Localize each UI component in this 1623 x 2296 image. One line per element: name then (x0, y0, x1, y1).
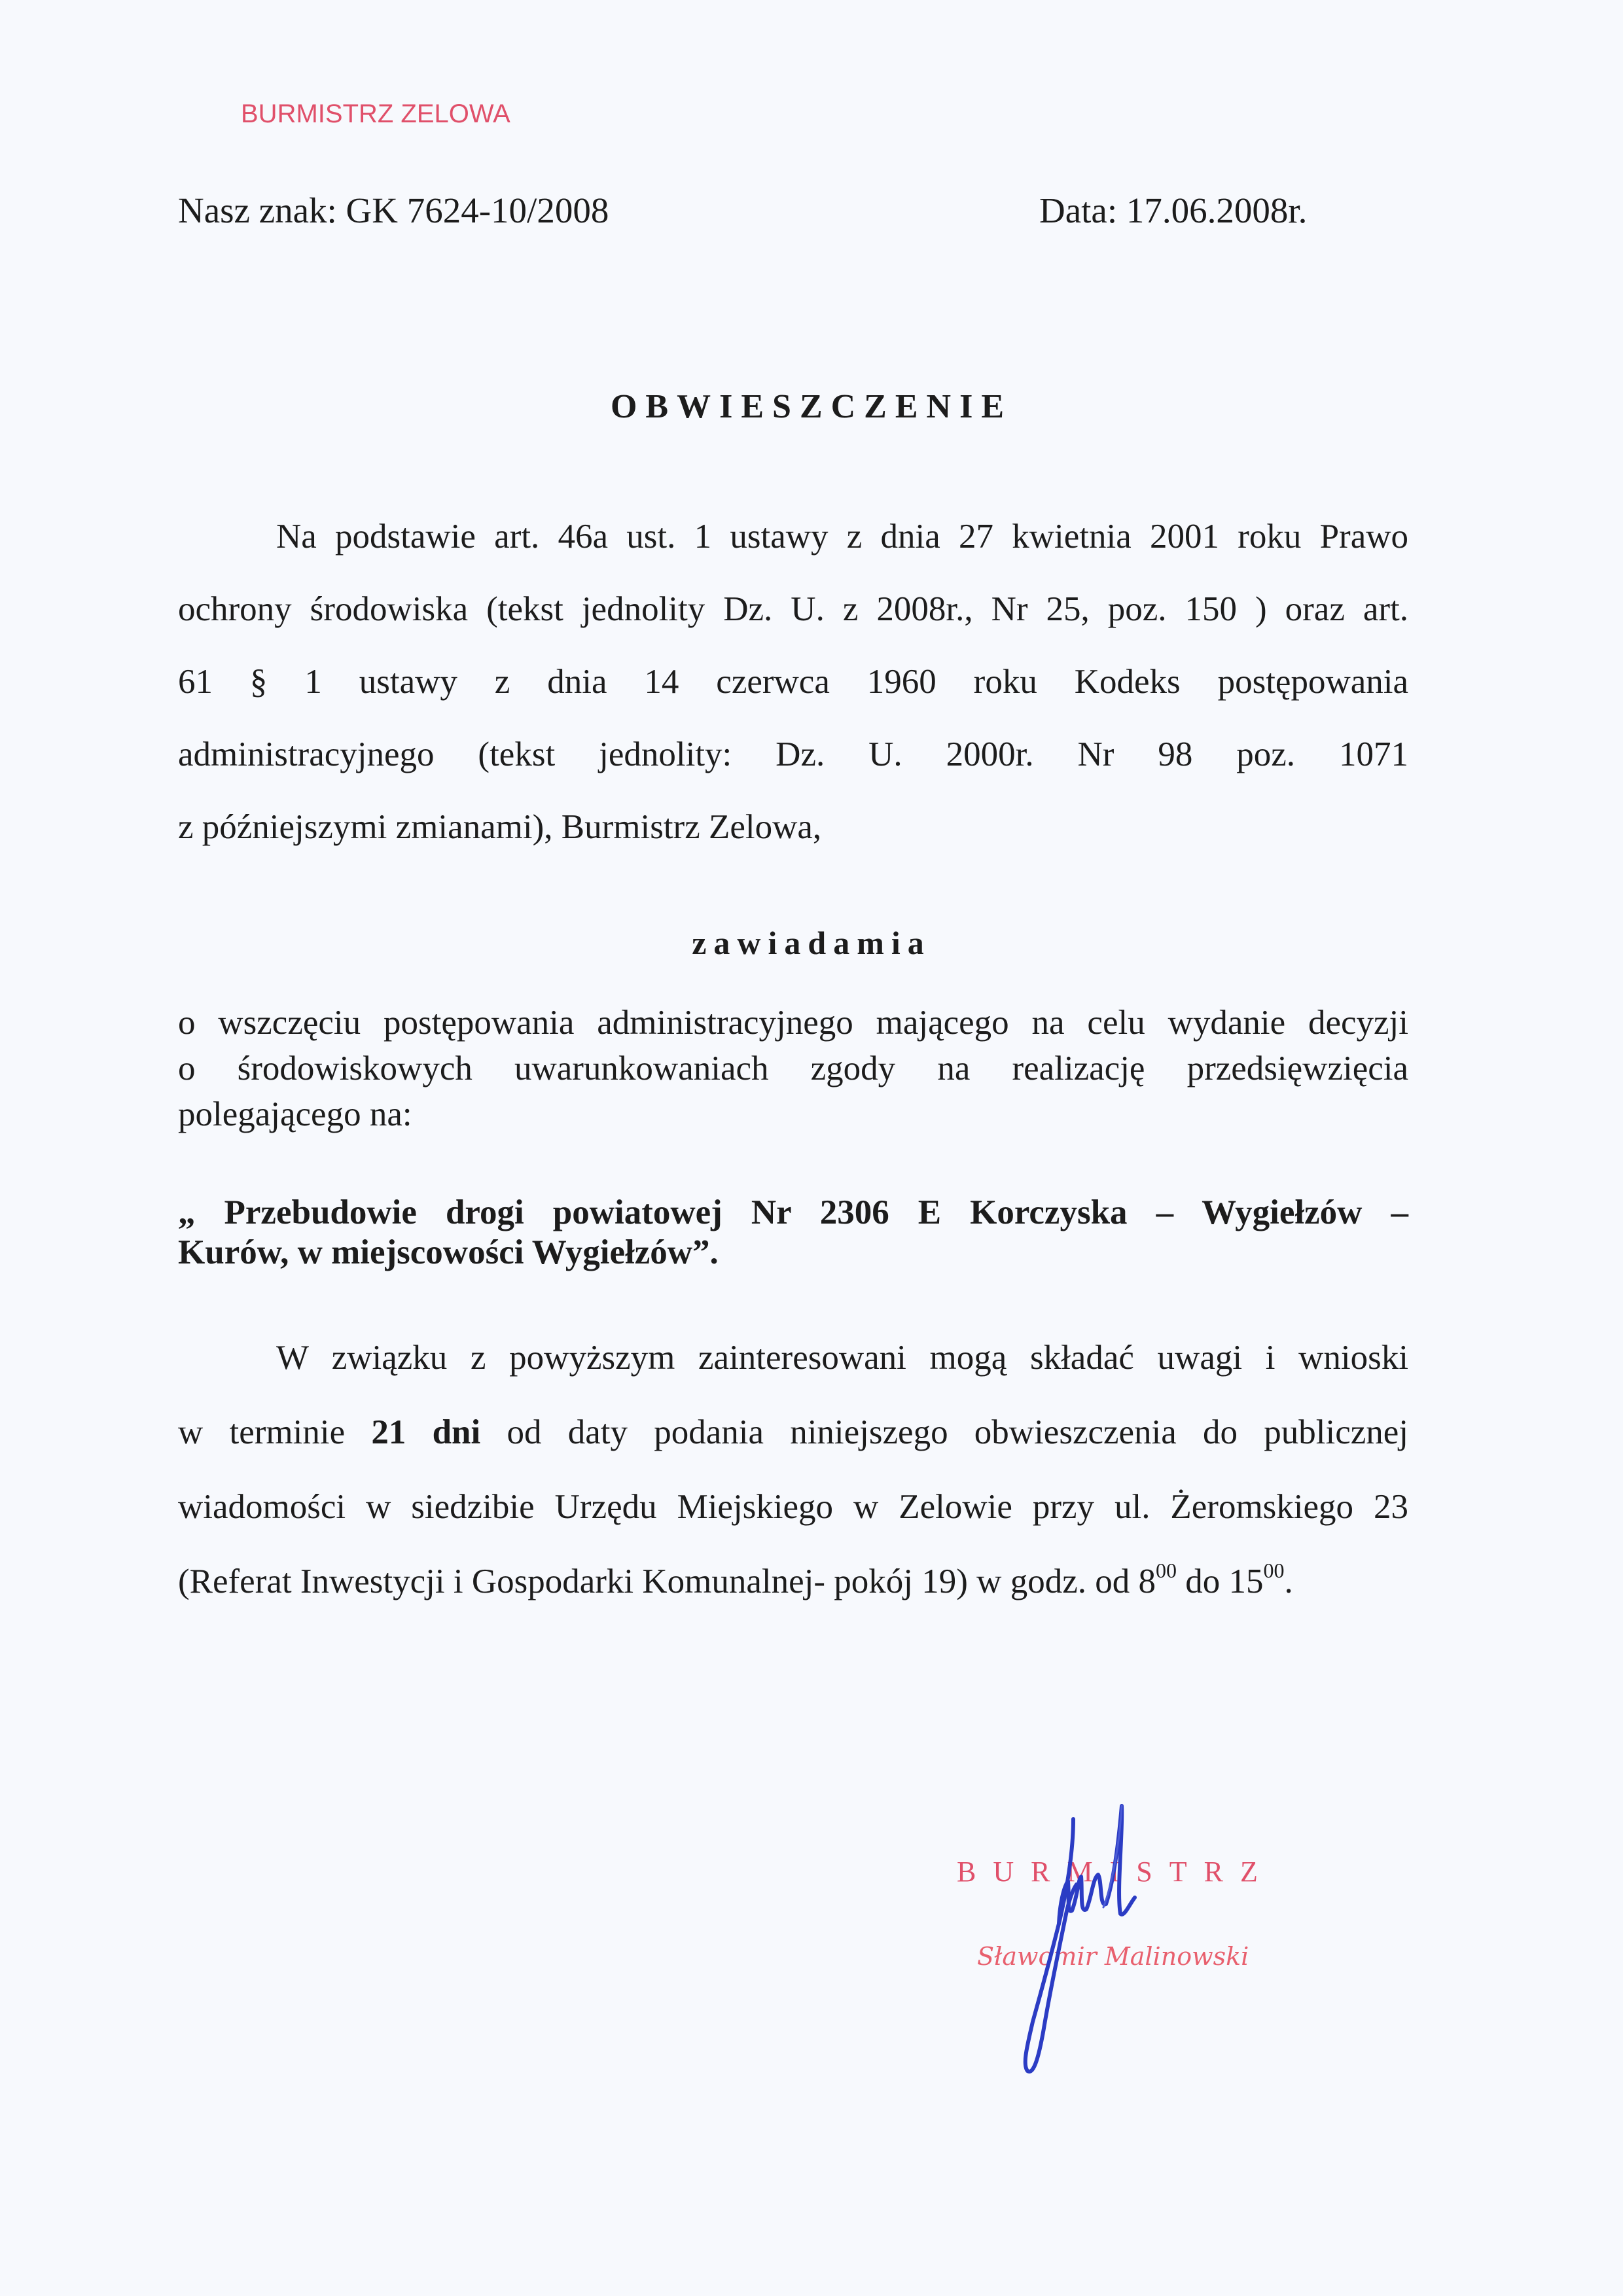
announcement-heading: zawiadamia (692, 925, 931, 961)
office-stamp: BURMISTRZ ZELOWA (241, 99, 510, 128)
paragraph-line: polegającego na: (178, 1095, 412, 1133)
paragraph-line: administracyjnego (tekst jednolity: Dz. U. 2000r. Nr 98 poz. 1071 (178, 735, 1408, 773)
document-title: OBWIESZCZENIE (610, 388, 1013, 425)
paragraph-line (178, 1395, 1408, 1470)
project-line: Kurów, w miejscowości Wygiełzów”. (178, 1233, 719, 1271)
comments-paragraph (178, 1320, 1408, 1619)
deadline-days: 21 dni (371, 1413, 481, 1451)
project-name (178, 1193, 1408, 1273)
text-run: od daty podania niniejszego obwieszczenia do publicznej (480, 1413, 1409, 1451)
paragraph-line: o środowiskowych uwarunkowaniach zgody na realizację przedsięwzięcia (178, 1050, 1408, 1087)
legal-basis-paragraph (178, 501, 1408, 864)
signature-stroke (1026, 1819, 1077, 2072)
text-run: (Referat Inwestycji i Gospodarki Komunalnej- pokój 19) w godz. od 8 (178, 1563, 1156, 1600)
paragraph-line: 61 § 1 ustawy z dnia 14 czerwca 1960 roku Kodeks postępowania (178, 663, 1408, 701)
paragraph-line: wiadomości w siedzibie Urzędu Miejskiego w Zelowie przy ul. Żeromskiego 23 (178, 1488, 1408, 1526)
paragraph-line: o wszczęciu postępowania administracyjnego mającego na celu wydanie decyzji (178, 1004, 1408, 1042)
paragraph-line (178, 1544, 1408, 1619)
text-run: . (1284, 1563, 1293, 1600)
project-line: „ Przebudowie drogi powiatowej Nr 2306 E Korczyska – Wygiełzów – (178, 1193, 1408, 1231)
document-date: Data: 17.06.2008r. (1039, 190, 1308, 230)
text-run: do 15 (1176, 1563, 1264, 1600)
hours-to-minutes: 00 (1263, 1559, 1285, 1583)
hours-from-minutes: 00 (1155, 1559, 1177, 1583)
paragraph-line: z późniejszymi zmianami), Burmistrz Zelowa, (178, 808, 822, 846)
paragraph-line: ochrony środowiska (tekst jednolity Dz. U. z 2008r., Nr 25, poz. 150 ) oraz art. (178, 590, 1408, 628)
handwritten-signature (982, 1793, 1204, 2081)
signature-stamp-name: Sławomir Malinowski (977, 1942, 1249, 1971)
proceedings-paragraph (178, 1000, 1408, 1137)
text-run: w terminie (178, 1413, 372, 1451)
paragraph-line: W związku z powyższym zainteresowani mogą składać uwagi i wnioski (276, 1339, 1408, 1377)
reference-number: Nasz znak: GK 7624-10/2008 (178, 190, 609, 230)
paragraph-line: Na podstawie art. 46a ust. 1 ustawy z dnia 27 kwietnia 2001 roku Prawo (276, 518, 1408, 556)
signature-stamp-title: BURMISTRZ (957, 1856, 1275, 1888)
